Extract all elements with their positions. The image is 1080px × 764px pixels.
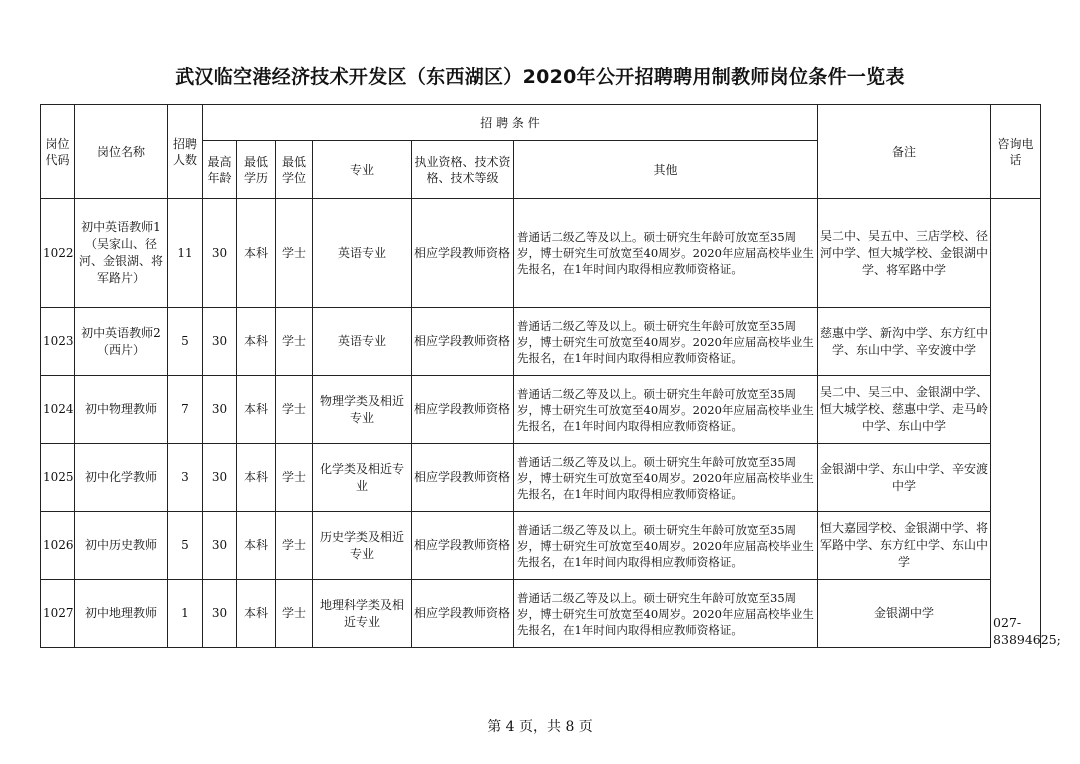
table-row	[41, 444, 1041, 512]
cell-degree: 学士	[276, 512, 313, 580]
cell-qualification: 相应学段教师资格	[412, 308, 514, 376]
cell-degree: 学士	[276, 580, 313, 648]
cell-note: 恒大嘉园学校、金银湖中学、将军路中学、东方红中学、东山中学	[818, 512, 991, 580]
cell-max-age: 30	[203, 580, 237, 648]
cell-edu: 本科	[237, 376, 276, 444]
cell-qualification: 相应学段教师资格	[412, 376, 514, 444]
cell-major: 英语专业	[313, 199, 412, 308]
cell-major: 物理学类及相近专业	[313, 376, 412, 444]
cell-other: 普通话二级乙等及以上。硕士研究生年龄可放宽至35周岁，博士研究生可放宽至40周岁。2020年应届高校毕业生先报名，在1年时间内取得相应教师资格证。	[514, 580, 818, 648]
table-row	[41, 512, 1041, 580]
cell-phone: 027-83894625;	[991, 199, 1041, 648]
header-min-edu: 最低学历	[237, 141, 276, 199]
header-phone: 咨询电话	[991, 105, 1041, 199]
cell-note: 吴二中、吴三中、金银湖中学、恒大城学校、慈惠中学、走马岭中学、东山中学	[818, 376, 991, 444]
cell-other: 普通话二级乙等及以上。硕士研究生年龄可放宽至35周岁，博士研究生可放宽至40周岁。2020年应届高校毕业生先报名，在1年时间内取得相应教师资格证。	[514, 376, 818, 444]
header-note: 备注	[818, 105, 991, 199]
header-other: 其他	[514, 141, 818, 199]
header-min-degree: 最低学位	[276, 141, 313, 199]
header-major: 专业	[313, 141, 412, 199]
header-qualification: 执业资格、技术资格、技术等级	[412, 141, 514, 199]
cell-degree: 学士	[276, 444, 313, 512]
cell-count: 3	[168, 444, 203, 512]
cell-name: 初中英语教师2（西片）	[75, 308, 168, 376]
cell-name: 初中地理教师	[75, 580, 168, 648]
header-code: 岗位代码	[41, 105, 75, 199]
cell-name: 初中英语教师1（吴家山、径河、金银湖、将军路片）	[75, 199, 168, 308]
cell-name: 初中历史教师	[75, 512, 168, 580]
cell-count: 5	[168, 308, 203, 376]
cell-note: 金银湖中学、东山中学、辛安渡中学	[818, 444, 991, 512]
cell-other: 普通话二级乙等及以上。硕士研究生年龄可放宽至35周岁，博士研究生可放宽至40周岁。2020年应届高校毕业生先报名，在1年时间内取得相应教师资格证。	[514, 199, 818, 308]
cell-count: 11	[168, 199, 203, 308]
cell-note: 吴二中、吴五中、三店学校、径河中学、恒大城学校、金银湖中学、将军路中学	[818, 199, 991, 308]
table-row	[41, 580, 1041, 648]
cell-max-age: 30	[203, 444, 237, 512]
cell-other: 普通话二级乙等及以上。硕士研究生年龄可放宽至35周岁，博士研究生可放宽至40周岁。2020年应届高校毕业生先报名，在1年时间内取得相应教师资格证。	[514, 444, 818, 512]
cell-count: 7	[168, 376, 203, 444]
cell-qualification: 相应学段教师资格	[412, 512, 514, 580]
cell-major: 英语专业	[313, 308, 412, 376]
header-conditions: 招 聘 条 件	[203, 105, 818, 141]
cell-count: 5	[168, 512, 203, 580]
table-row	[41, 376, 1041, 444]
cell-degree: 学士	[276, 376, 313, 444]
cell-code: 1026	[41, 512, 75, 580]
cell-major: 化学类及相近专业	[313, 444, 412, 512]
cell-name: 初中化学教师	[75, 444, 168, 512]
cell-code: 1022	[41, 199, 75, 308]
cell-code: 1024	[41, 376, 75, 444]
page-title: 武汉临空港经济技术开发区（东西湖区）2020年公开招聘聘用制教师岗位条件一览表	[175, 66, 905, 88]
page-footer	[0, 716, 1080, 736]
table-row	[41, 199, 1041, 308]
header-row-1	[41, 105, 1041, 141]
header-max-age: 最高年龄	[203, 141, 237, 199]
cell-edu: 本科	[237, 512, 276, 580]
cell-edu: 本科	[237, 199, 276, 308]
cell-code: 1027	[41, 580, 75, 648]
positions-table	[40, 104, 1061, 648]
cell-edu: 本科	[237, 580, 276, 648]
cell-code: 1025	[41, 444, 75, 512]
cell-max-age: 30	[203, 376, 237, 444]
cell-note: 慈惠中学、新沟中学、东方红中学、东山中学、辛安渡中学	[818, 308, 991, 376]
cell-name: 初中物理教师	[75, 376, 168, 444]
cell-major: 地理科学类及相近专业	[313, 580, 412, 648]
header-name: 岗位名称	[75, 105, 168, 199]
page-number: 第 4 页，共 8 页	[487, 719, 593, 735]
cell-qualification: 相应学段教师资格	[412, 580, 514, 648]
cell-edu: 本科	[237, 308, 276, 376]
cell-edu: 本科	[237, 444, 276, 512]
cell-qualification: 相应学段教师资格	[412, 444, 514, 512]
cell-note: 金银湖中学	[818, 580, 991, 648]
cell-qualification: 相应学段教师资格	[412, 199, 514, 308]
cell-count: 1	[168, 580, 203, 648]
header-count: 招聘人数	[168, 105, 203, 199]
cell-code: 1023	[41, 308, 75, 376]
cell-other: 普通话二级乙等及以上。硕士研究生年龄可放宽至35周岁，博士研究生可放宽至40周岁。2020年应届高校毕业生先报名，在1年时间内取得相应教师资格证。	[514, 512, 818, 580]
cell-max-age: 30	[203, 199, 237, 308]
cell-degree: 学士	[276, 308, 313, 376]
cell-max-age: 30	[203, 512, 237, 580]
table-viewport	[40, 104, 1061, 657]
cell-other: 普通话二级乙等及以上。硕士研究生年龄可放宽至35周岁，博士研究生可放宽至40周岁。2020年应届高校毕业生先报名，在1年时间内取得相应教师资格证。	[514, 308, 818, 376]
cell-degree: 学士	[276, 199, 313, 308]
cell-major: 历史学类及相近专业	[313, 512, 412, 580]
cell-max-age: 30	[203, 308, 237, 376]
table-row	[41, 308, 1041, 376]
